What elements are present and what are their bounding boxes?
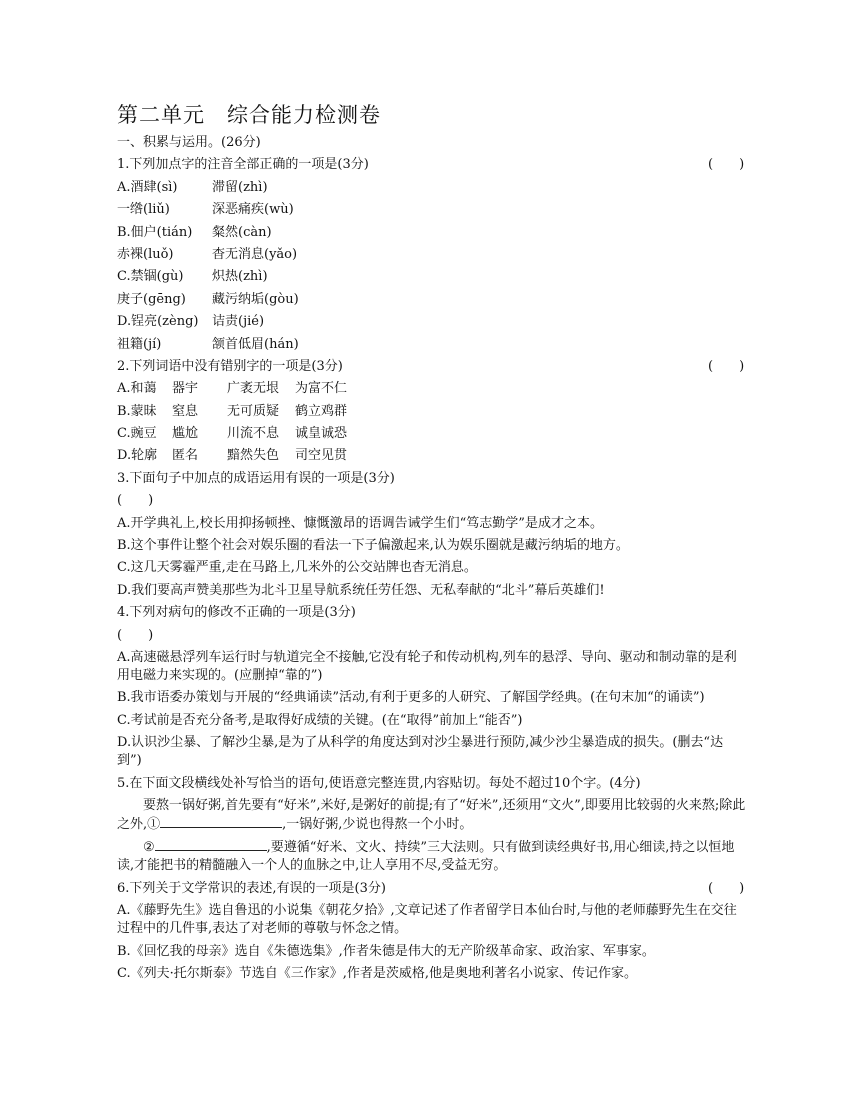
question-4-option: B.我市语委办策划与开展的“经典诵读”活动,有利于更多的人研究、了解国学经典。(在句末加“的诵读”) — [117, 690, 705, 706]
question-3-option: C.这几天雾霾严重,走在马路上,几米外的公交站牌也杳无消息。 — [117, 560, 477, 576]
question-6-option: A.《藤野先生》选自鲁迅的小说集《朝花夕拾》,文章记述了作者留学日本仙台时,与他的老师藤野先生在交往过程中的几件事,表达了对老师的尊敬与怀念之情。 — [117, 903, 737, 937]
answer-blank-2[interactable] — [155, 838, 267, 851]
exam-page — [117, 100, 747, 987]
question-1-line: 庚子(gēng) 藏污纳垢(gòu) — [117, 291, 299, 307]
question-4-option: C.考试前是否充分备考,是取得好成绩的关键。(在“取得”前加上“能否”) — [117, 712, 523, 728]
question-6-option: C.《列夫·托尔斯泰》节选自《三作家》,作者是茨威格,他是奥地利著名小说家、传记作家。 — [117, 965, 638, 981]
question-1-line: A.酒肆(sì) 滞留(zhì) — [117, 179, 268, 195]
question-1-line: 一绺(liǔ) 深恶痛疾(wù) — [117, 202, 294, 218]
question-5-paragraph-1: 要熬一锅好粥,首先要有“好米”,米好,是粥好的前提;有了“好米”,还须用“文火”,即要用比较弱的火来熬;除此之外,① ,一锅好粥,少说也得熬一个小时。 — [117, 797, 746, 832]
question-1-line: B.佃户(tián) 粲然(càn) — [117, 224, 272, 240]
answer-parentheses: ( ) — [708, 157, 745, 173]
answer-parentheses: ( ) — [708, 358, 745, 374]
question-5-paragraph-2: ② ,要遵循“好米、文火、持续”三大法则。只有做到读经典好书,用心细读,持之以恒地读,才能把书的精髓融入一个人的血脉之中,让人享用不尽,受益无穷。 — [117, 840, 735, 874]
question-2-option: C.豌豆 尴尬 川流不息 诚皇诚恐 — [117, 426, 348, 442]
question-5-stem: 5.在下面文段横线处补写恰当的语句,使语意完整连贯,内容贴切。每处不超过10个字。(4分) — [117, 775, 641, 791]
question-2-option: D.轮廓 匿名 黯然失色 司空见贯 — [117, 448, 348, 464]
question-3-option: A.开学典礼上,校长用抑扬顿挫、慷慨激昂的语调告诫学生们“笃志勤学”是成才之本。 — [117, 515, 603, 531]
question-3-stem: 3.下面句子中加点的成语运用有误的一项是(3分) — [117, 470, 395, 486]
question-4-stem: 4.下列对病句的修改不正确的一项是(3分) — [117, 605, 356, 621]
question-3-option: D.我们要高声赞美那些为北斗卫星导航系统任劳任怨、无私奉献的“北斗”幕后英雄们! — [117, 582, 605, 598]
question-6-stem: 6.下列关于文学常识的表述,有误的一项是(3分) ( ) — [117, 880, 745, 896]
question-3-option: B.这个事件让整个社会对娱乐圈的看法一下子偏激起来,认为娱乐圈就是藏污纳垢的地方。 — [117, 538, 629, 554]
question-1-stem: 1.下列加点字的注音全部正确的一项是(3分) ( ) — [117, 157, 745, 173]
question-2-stem: 2.下列词语中没有错别字的一项是(3分) ( ) — [117, 358, 745, 374]
question-2-option: A.和蔼 器宇 广袤无垠 为富不仁 — [117, 381, 348, 397]
page-title: 第二单元 综合能力检测卷 — [117, 103, 381, 127]
answer-parentheses: ( ) — [117, 493, 154, 509]
question-2-option: B.蒙昧 窒息 无可质疑 鹤立鸡群 — [117, 403, 348, 419]
question-1-line: 赤裸(luǒ) 杳无消息(yǎo) — [117, 246, 298, 262]
question-4-option: D.认识沙尘暴、了解沙尘暴,是为了从科学的角度达到对沙尘暴进行预防,减少沙尘暴造成的损失。(删去“达到”) — [117, 735, 724, 769]
answer-parentheses: ( ) — [708, 880, 745, 896]
answer-blank-1[interactable] — [160, 815, 282, 828]
question-1-line: 祖籍(jí) 颔首低眉(hán) — [117, 336, 299, 352]
question-4-option: A.高速磁悬浮列车运行时与轨道完全不接触,它没有轮子和传动机构,列车的悬浮、导向、驱动和制动靠的是利用电磁力来实现的。(应删掉“靠的”) — [117, 649, 737, 683]
answer-parentheses: ( ) — [117, 627, 154, 643]
section-heading: 一、积累与运用。(26分) — [117, 135, 261, 150]
question-1-line: C.禁锢(gù) 炽热(zhì) — [117, 269, 268, 285]
question-6-option: B.《回忆我的母亲》选自《朱德选集》,作者朱德是伟大的无产阶级革命家、政治家、军事家。 — [117, 943, 655, 959]
question-1-line: D.锃亮(zèng) 诘责(jié) — [117, 314, 265, 330]
